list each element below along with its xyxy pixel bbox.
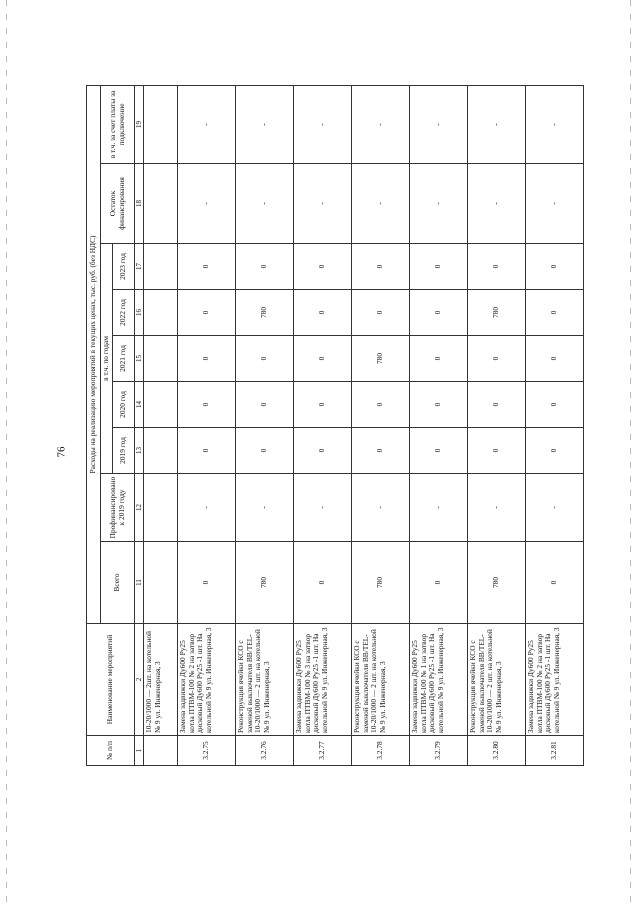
cell-y2023: 0 bbox=[526, 244, 584, 290]
table-row bbox=[468, 85, 526, 765]
cell-pre bbox=[144, 474, 178, 542]
cell-n: 3.2.80 bbox=[468, 736, 526, 766]
cell-y2023: 0 bbox=[178, 244, 236, 290]
cell-y2021 bbox=[144, 336, 178, 382]
cell-name: Замена задвижки Ду600 Ру25 котла ПТВМ-100 № 3 на затвор дисковый Ду600 Ру25 -1 шт. На котельной № 9 ул. Инженерная, 3 bbox=[294, 624, 352, 736]
cell-loan: - bbox=[294, 85, 352, 163]
cell-loan: - bbox=[352, 85, 410, 163]
cell-name: Реконструкция ячейки КСО с заменой выключателя ВВ/TEL-10-20/1000 — 2 шт. на котельной № 9 ул. Инженерная, 3 bbox=[236, 624, 294, 736]
cell-y2020: 0 bbox=[178, 382, 236, 428]
colnum: 16 bbox=[135, 290, 144, 336]
cell-total: 0 bbox=[178, 542, 236, 624]
table-row bbox=[294, 85, 352, 765]
header-total: Всего bbox=[101, 542, 135, 624]
cell-n bbox=[144, 736, 178, 766]
cell-pre: - bbox=[178, 474, 236, 542]
cell-rem: - bbox=[352, 164, 410, 244]
cell-y2020: 0 bbox=[352, 382, 410, 428]
rotated-table-wrapper bbox=[86, 86, 561, 766]
scan-edge-right bbox=[630, 0, 631, 905]
table-row bbox=[144, 85, 178, 765]
cell-pre: - bbox=[352, 474, 410, 542]
header-name: Наименование мероприятий bbox=[87, 624, 135, 736]
colnum: 14 bbox=[135, 382, 144, 428]
cell-rem: - bbox=[178, 164, 236, 244]
colnum: 19 bbox=[135, 85, 144, 163]
cell-total: 0 bbox=[410, 542, 468, 624]
cell-total: 780 bbox=[468, 542, 526, 624]
cell-y2021: 0 bbox=[526, 336, 584, 382]
header-remainder: Остаток финансирования bbox=[101, 164, 135, 244]
header-prefinanced: Профинансировано к 2019 году bbox=[101, 474, 135, 542]
cell-y2023: 0 bbox=[236, 244, 294, 290]
cell-y2020: 0 bbox=[526, 382, 584, 428]
cell-pre: - bbox=[526, 474, 584, 542]
cell-y2021: 0 bbox=[178, 336, 236, 382]
cell-y2020 bbox=[144, 382, 178, 428]
cell-total: 0 bbox=[526, 542, 584, 624]
colnum: 2 bbox=[135, 624, 144, 736]
colnum: 17 bbox=[135, 244, 144, 290]
table-row bbox=[236, 85, 294, 765]
cell-loan: - bbox=[236, 85, 294, 163]
cell-y2019: 0 bbox=[468, 428, 526, 474]
cell-y2022: 0 bbox=[294, 290, 352, 336]
scan-edge-left bbox=[6, 0, 7, 905]
cell-y2019 bbox=[144, 428, 178, 474]
cell-y2019: 0 bbox=[178, 428, 236, 474]
header-y2022: 2022 год bbox=[113, 290, 135, 336]
header-n: № п/п bbox=[87, 736, 135, 766]
cell-y2019: 0 bbox=[410, 428, 468, 474]
colnum: 12 bbox=[135, 474, 144, 542]
colnum: 15 bbox=[135, 336, 144, 382]
cell-y2020: 0 bbox=[294, 382, 352, 428]
cell-y2023 bbox=[144, 244, 178, 290]
colnum: 11 bbox=[135, 542, 144, 624]
header-y2020: 2020 год bbox=[113, 382, 135, 428]
cell-n: 3.2.77 bbox=[294, 736, 352, 766]
expenses-table bbox=[86, 85, 584, 766]
cell-y2023: 0 bbox=[352, 244, 410, 290]
cell-pre: - bbox=[468, 474, 526, 542]
cell-loan: - bbox=[178, 85, 236, 163]
cell-loan bbox=[144, 85, 178, 163]
cell-y2022: 0 bbox=[178, 290, 236, 336]
cell-loan: - bbox=[526, 85, 584, 163]
table-row bbox=[178, 85, 236, 765]
cell-rem: - bbox=[410, 164, 468, 244]
cell-y2020: 0 bbox=[410, 382, 468, 428]
cell-y2023: 0 bbox=[468, 244, 526, 290]
header-incl-loan: в т.ч. за счет платы за подключение bbox=[101, 85, 135, 163]
page-number: 76 bbox=[55, 446, 68, 458]
cell-total: 780 bbox=[236, 542, 294, 624]
colnum: 13 bbox=[135, 428, 144, 474]
cell-total: 0 bbox=[294, 542, 352, 624]
cell-name: Замена задвижки Ду600 Ру25 котла ПТВМ-100 № 2 на затвор дисковый Ду600 Ру25 -1 шт. На котельной № 9 ул. Инженерная, 3 bbox=[178, 624, 236, 736]
cell-n: 3.2.81 bbox=[526, 736, 584, 766]
cell-y2021: 780 bbox=[352, 336, 410, 382]
cell-total bbox=[144, 542, 178, 624]
cell-y2021: 0 bbox=[294, 336, 352, 382]
cell-rem: - bbox=[526, 164, 584, 244]
cell-name: Реконструкция ячейки КСО с заменой выключателя ВВ/TEL-10-20/1000 — 2 шт. на котельной № 9 ул. Инженерная, 3 bbox=[468, 624, 526, 736]
cell-n: 3.2.75 bbox=[178, 736, 236, 766]
cell-name: Реконструкция ячейки КСО с заменой выключателя ВВ/TEL-10-20/1000 — 2 шт. на котельной № 9 ул. Инженерная, 3 bbox=[352, 624, 410, 736]
cell-y2022: 0 bbox=[410, 290, 468, 336]
cell-y2022: 780 bbox=[468, 290, 526, 336]
cell-y2020: 0 bbox=[236, 382, 294, 428]
cell-y2022: 0 bbox=[352, 290, 410, 336]
cell-y2022: 0 bbox=[526, 290, 584, 336]
colnum: 18 bbox=[135, 164, 144, 244]
cell-y2019: 0 bbox=[294, 428, 352, 474]
cell-n: 3.2.76 bbox=[236, 736, 294, 766]
cell-y2023: 0 bbox=[294, 244, 352, 290]
cell-loan: - bbox=[410, 85, 468, 163]
cell-rem: - bbox=[294, 164, 352, 244]
cell-y2019: 0 bbox=[236, 428, 294, 474]
table-row bbox=[410, 85, 468, 765]
cell-y2021: 0 bbox=[468, 336, 526, 382]
cell-y2021: 0 bbox=[410, 336, 468, 382]
table-row bbox=[526, 85, 584, 765]
header-y2021: 2021 год bbox=[113, 336, 135, 382]
cell-rem bbox=[144, 164, 178, 244]
header-by-years: в т.ч. по годам bbox=[101, 244, 113, 474]
table-row bbox=[352, 85, 410, 765]
cell-rem: - bbox=[468, 164, 526, 244]
cell-y2020: 0 bbox=[468, 382, 526, 428]
cell-y2022 bbox=[144, 290, 178, 336]
cell-y2023: 0 bbox=[410, 244, 468, 290]
colnum: 1 bbox=[135, 736, 144, 766]
cell-name: 10-20/1000 — 2шт. на котельной № 9 ул. Инженерная, 3 bbox=[144, 624, 178, 736]
cell-n: 3.2.79 bbox=[410, 736, 468, 766]
cell-name: Замена задвижки Ду600 Ру25 котла ПТВМ-100 № 1 на затвор дисковый Ду600 Ру25 -1 шт. На котельной № 9 ул. Инженерная, 3 bbox=[410, 624, 468, 736]
cell-total: 780 bbox=[352, 542, 410, 624]
cell-y2019: 0 bbox=[352, 428, 410, 474]
table-body bbox=[144, 85, 584, 765]
cell-loan: - bbox=[468, 85, 526, 163]
cell-rem: - bbox=[236, 164, 294, 244]
header-y2023: 2023 год bbox=[113, 244, 135, 290]
cell-name: Замена задвижки Ду600 Ру25 котла ПТВМ-100 № 2 на затвор дисковый Ду600 Ру25 -1 шт. На котельной № 9 ул. Инженерная, 3 bbox=[526, 624, 584, 736]
cell-pre: - bbox=[236, 474, 294, 542]
header-y2019: 2019 год bbox=[113, 428, 135, 474]
cell-n: 3.2.78 bbox=[352, 736, 410, 766]
cell-y2022: 780 bbox=[236, 290, 294, 336]
cell-pre: - bbox=[410, 474, 468, 542]
cell-y2019: 0 bbox=[526, 428, 584, 474]
cell-pre: - bbox=[294, 474, 352, 542]
cell-y2021: 0 bbox=[236, 336, 294, 382]
header-expenses: Расходы на реализацию мероприятий в текущих ценах, тыс. руб. (без НДС) bbox=[87, 85, 101, 623]
